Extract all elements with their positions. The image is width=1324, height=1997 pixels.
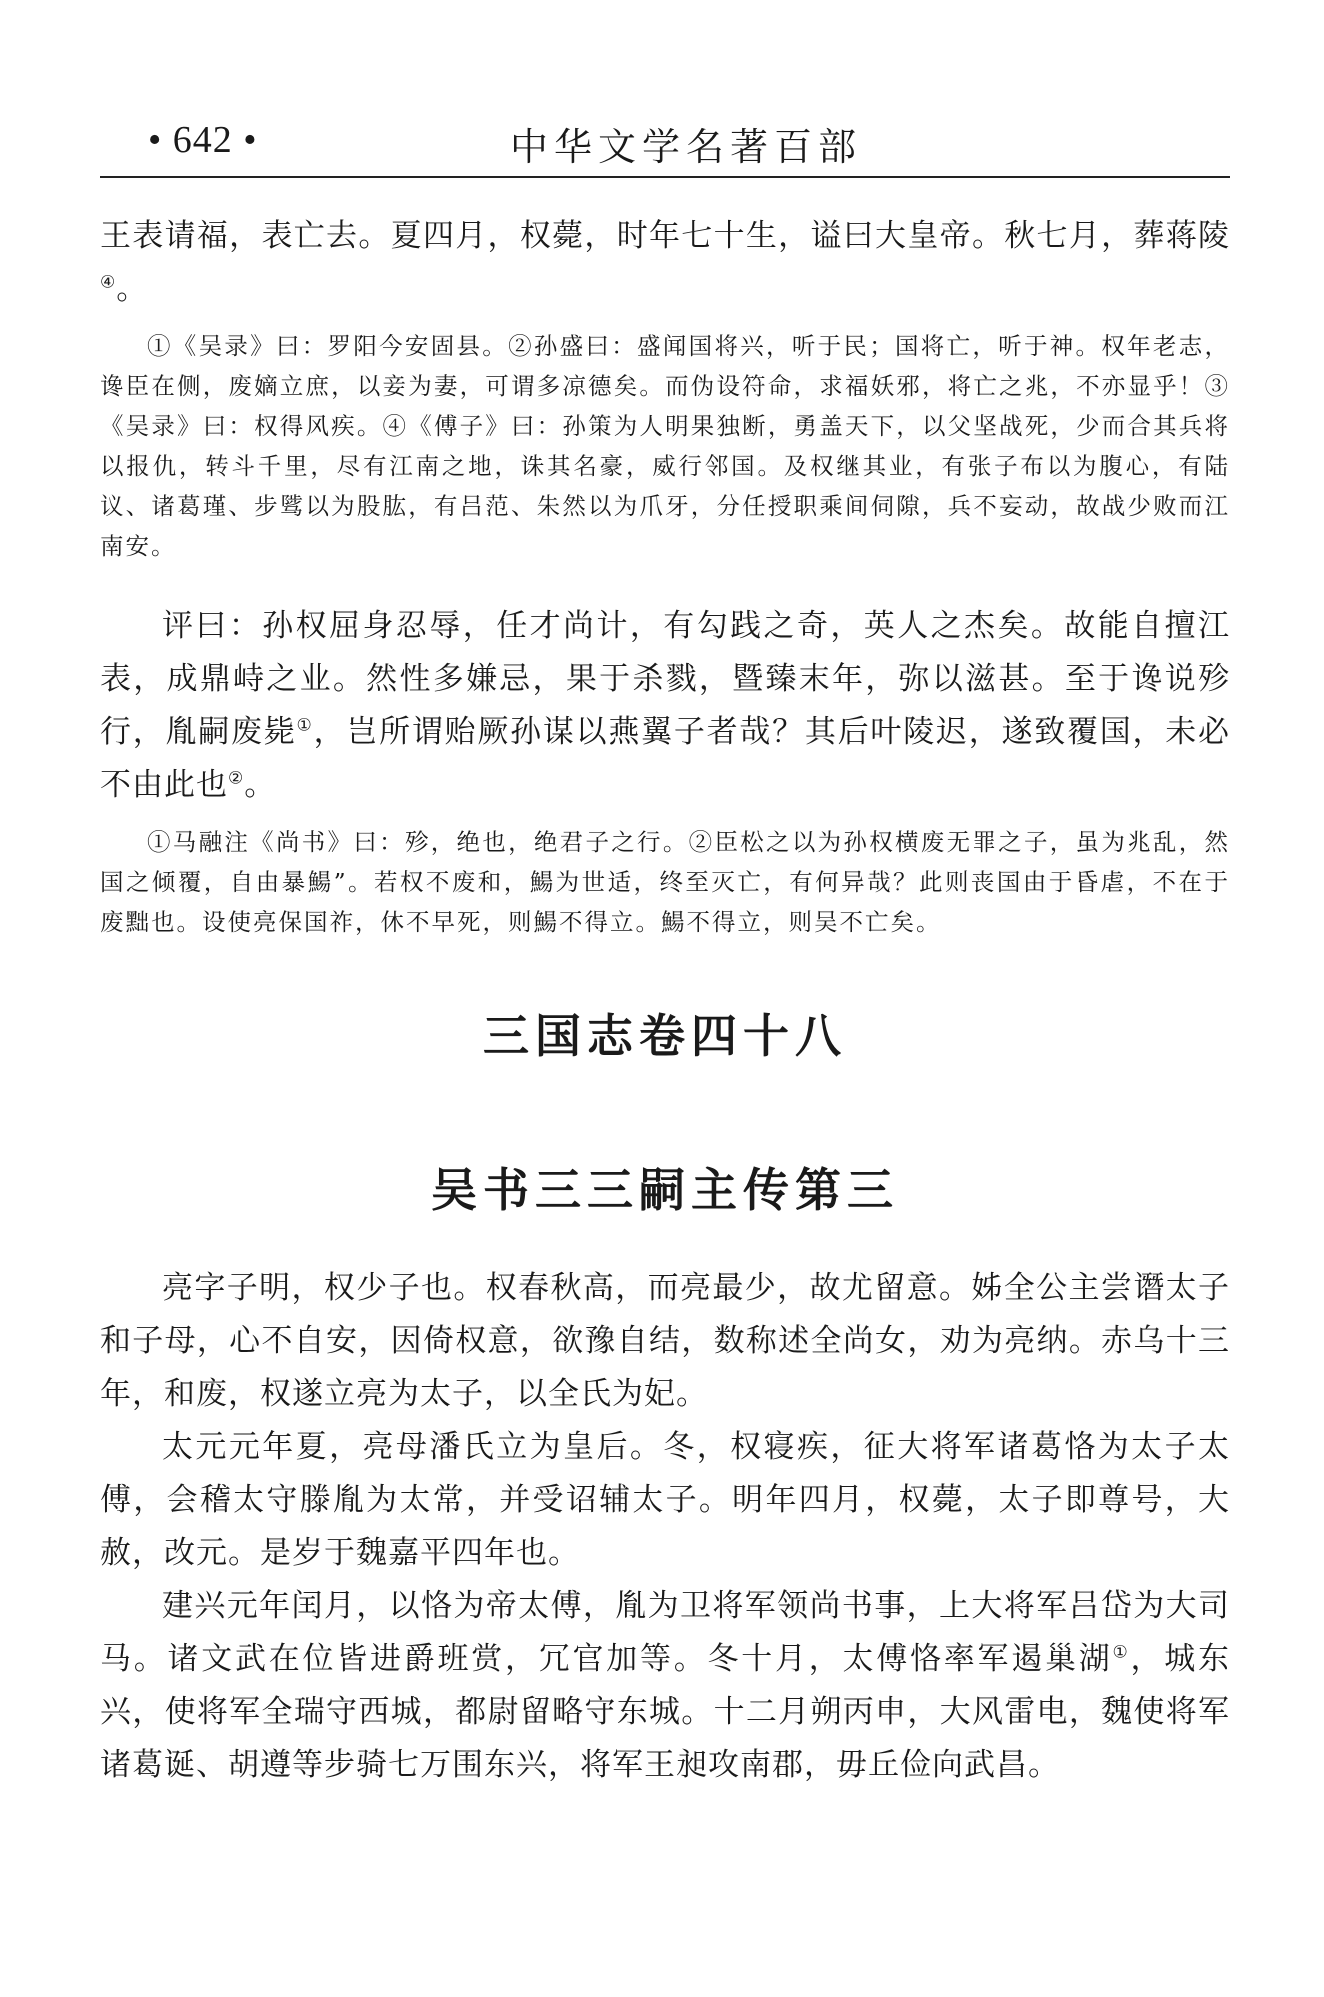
chapter-title: 吴书三三嗣主传第三 [431,1163,899,1217]
body-paragraph: 太元元年夏，亮母潘氏立为皇后。冬，权寝疾，征大将军诸葛恪为太子太傅，会稽太守滕胤为太常，并受诏辅太子。明年四月，权薨，太子即尊号，大赦，改元。是岁于魏嘉平四年也。 [100,1429,1230,1571]
footnote-marker: ① [1112,1642,1131,1663]
footnote-marker: ④ [100,272,117,293]
body-paragraph: 王表请福，表亡去。夏四月，权薨，时年七十生，谥曰大皇帝。秋七月，葬蒋陵④。 [100,218,1230,307]
body-paragraph: 建兴元年闰月，以恪为帝太傅，胤为卫将军领尚书事，上大将军吕岱为大司马。诸文武在位皆进爵班赏，冗官加等。冬十月，太傅恪率军遏巢湖①，城东兴，使将军全瑞守西城，都尉留略守东城。十二月朔丙申，大风雷电，魏使将军诸葛诞、胡遵等步骑七万围东兴，将军王昶攻南郡，毋丘俭向武昌。 [100,1588,1230,1783]
page-number: • 642 • [148,119,258,161]
page-content [100,210,1230,1792]
volume-title: 三国志卷四十八 [483,1009,847,1063]
book-title: 中华文学名著百部 [510,125,863,169]
annotation-paragraph: ①《吴录》曰：罗阳今安固县。②孙盛曰：盛闻国将兴，听于民；国将亡，听于神。权年老志，谗臣在侧，废嫡立庶，以妾为妻，可谓多凉德矣。而伪设符命，求福妖邪，将亡之兆，不亦显乎！③《吴录》曰：权得风疾。④《傅子》曰：孙策为人明果独断，勇盖天下，以父坚战死，少而合其兵将以报仇，转斗千里，尽有江南之地，诛其名豪，威行邻国。及权继其业，有张子布以为腹心，有陆议、诸葛瑾、步骘以为股肱，有吕范、朱然以为爪牙，分任授职乘间伺隙，兵不妄动，故战少败而江南安。 [100,332,1230,560]
commentary-paragraph: 评曰：孙权屈身忍辱，任才尚计，有勾践之奇，英人之杰矣。故能自擅江表，成鼎峙之业。然性多嫌忌，果于杀戮，暨臻末年，弥以滋甚。至于谗说殄行，胤嗣废毙①，岂所谓贻厥孙谋以燕翼子者哉？其后叶陵迟，遂致覆国，未必不由此也②。 [100,608,1230,803]
footnote-marker: ① [296,715,314,736]
annotation-paragraph: ①马融注《尚书》曰：殄，绝也，绝君子之行。②臣松之以为孙权横废无罪之子，虽为兆乱，然国之倾覆，自由暴鰑”。若权不废和，鰑为世适，终至灭亡，有何异哉？此则丧国由于昏虐，不在于废黜也。设使亮保国祚，休不早死，则鰑不得立。鰑不得立，则吴不亡矣。 [100,828,1230,936]
footnote-marker: ② [228,768,245,789]
page-header [100,112,1230,178]
body-paragraph: 亮字子明，权少子也。权春秋高，而亮最少，故尤留意。姊全公主尝谮太子和子母，心不自安，因倚权意，欲豫自结，数称述全尚女，劝为亮纳。赤乌十三年，和废，权遂立亮为太子，以全氏为妃。 [100,1270,1230,1412]
